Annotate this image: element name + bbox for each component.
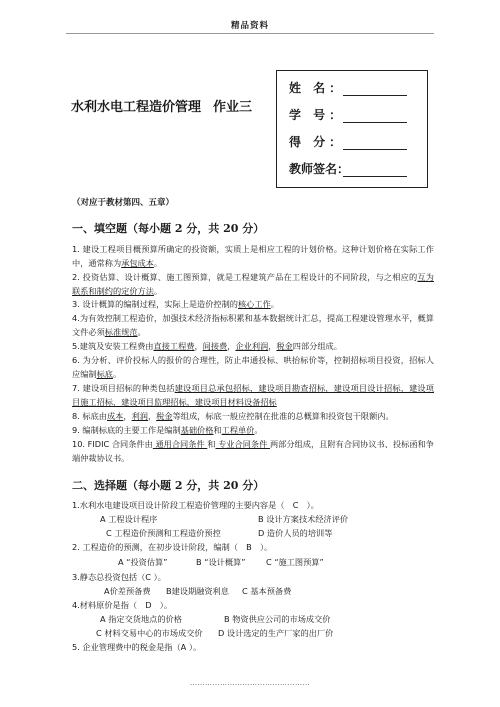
name-row <box>289 79 407 96</box>
choice-option: C “施工图预算” <box>266 557 324 567</box>
score-label: 得 分： <box>289 135 346 149</box>
fill-item-6 <box>72 354 434 382</box>
answer-text: 标准规范 <box>104 326 138 337</box>
answer-text: 间接费 <box>202 341 228 351</box>
item-text: 10. FIDIC 合同条件由 <box>72 439 153 449</box>
fill-item-9 <box>72 424 434 438</box>
choice-option: D 设计选定的生产厂家的出厂价 <box>218 628 334 638</box>
choice-question-5: 5. 企业管理费中的税金是指（A ）。 <box>72 642 202 652</box>
item-text: 1. 建设工程项目概预算所确定的投资额，实质上是相应工程的计划价格。这种计划价格在实际工作中，通常称为 <box>72 244 434 268</box>
page-header: 精品资料 <box>230 21 269 31</box>
choice-option: B建设期融资利息 <box>166 586 229 596</box>
item-text: 2. 投资估算、设计概算、施工图预算，就是工程建筑产品在工程设计的不同阶段，与之相应的 <box>72 272 418 282</box>
item-text: 。 <box>153 257 163 268</box>
student-info-box <box>276 70 428 188</box>
item-text: 四部分组成。 <box>292 341 342 351</box>
answer-text: 利润 <box>131 411 148 421</box>
teacher-signature-row <box>289 160 407 177</box>
fill-item-5 <box>72 340 434 354</box>
student-id-field[interactable] <box>343 110 407 123</box>
choice-question-2: 2. 工程造价的预测，在初步设计阶段，编制（ B ）。 <box>72 542 273 552</box>
student-id-label: 学 号： <box>289 108 346 122</box>
fill-item-10 <box>72 438 434 466</box>
item-text: 。 <box>137 326 146 337</box>
fill-item-3 <box>72 298 434 312</box>
choice-option: B 设计方案技术经济评价 <box>258 514 349 524</box>
item-text: ， <box>227 341 236 351</box>
answer-text: 专业合同条件 <box>215 439 270 449</box>
choice-option: C 基本预备费 <box>242 586 292 596</box>
choice-option: A 指定交货地点的价格 <box>100 614 182 624</box>
item-text: 。 <box>153 285 163 296</box>
answer-text: 成本 <box>106 411 124 421</box>
page-footer: ………………………………………… <box>190 679 310 687</box>
item-text: 8. 标底由 <box>72 411 107 421</box>
item-text: 。 <box>112 368 122 379</box>
student-id-row <box>289 106 407 123</box>
section-fill-blank-title: 一、填空题（每小题 2 分，共 20 分） <box>72 222 265 235</box>
choice-question-1: 1.水利水电建设项目设计阶段工程造价管理的主要内容是（ C ）。 <box>72 500 319 510</box>
choice-option: A 工程设计程序 <box>100 514 158 524</box>
answer-text: 承包成本 <box>121 257 154 268</box>
item-text: 两部分组成，且附有合同协议书、投标函和争端仲裁协议书。 <box>72 439 434 463</box>
choice-option: B “设计概算” <box>196 557 246 567</box>
choice-option: A “投资估算” <box>118 557 168 567</box>
item-text: ， <box>194 341 203 351</box>
answer-text: 工程单价 <box>221 425 255 435</box>
name-label: 姓 名： <box>289 81 346 95</box>
title-sub: 作业三 <box>213 100 253 115</box>
item-text: 和 <box>207 439 216 449</box>
document-title <box>71 96 252 115</box>
score-field[interactable] <box>343 137 407 150</box>
answer-text: 税金 <box>276 341 293 351</box>
choice-option: B 物资供应公司的市场成交价 <box>224 614 331 624</box>
item-text: 7. 建设项目招标的种类包括 <box>72 383 175 393</box>
answer-text: 建设项目总承包招标，建设项目勘查招标，建设项目设计招标，建设项目施工招标，建设项目监理招标，建设项目材料设备招标 <box>72 383 434 407</box>
answer-text: 企业利润 <box>235 341 269 351</box>
name-field[interactable] <box>343 83 407 96</box>
fill-item-4 <box>72 312 434 340</box>
teacher-signature-field[interactable] <box>343 164 407 177</box>
item-text: 5.建筑及安装工程费由 <box>72 341 154 351</box>
item-text: 等组成，标底一般应控制在批准的总概算和投资包干限额内。 <box>172 411 394 421</box>
answer-text: 基础价格 <box>180 425 214 435</box>
item-text: 6. 为分析、评价投标人的报价的合理性，防止串通投标、哄抬标价等，控制招标项目投资，招标人应编制 <box>72 355 434 379</box>
choice-question-3: 3.静态总投资包括（C ）。 <box>72 572 166 582</box>
title-main: 水利水电工程造价管理 <box>71 100 202 115</box>
item-text: ， <box>147 411 157 421</box>
choice-option: A价差预备费 <box>104 586 151 596</box>
fill-item-7 <box>72 382 434 410</box>
fill-item-2 <box>72 271 434 299</box>
answer-text: 互为联系和制约的定价方法 <box>72 272 434 296</box>
header-rule <box>66 33 434 34</box>
teacher-signature-label: 教师签名： <box>289 162 350 176</box>
choice-option: D 造价人员的培训等 <box>258 528 333 538</box>
score-row <box>289 133 407 150</box>
answer-text: 直接工程费 <box>153 341 195 351</box>
item-text: 。 <box>270 299 279 309</box>
answer-text: 核心工作 <box>237 299 271 309</box>
item-text: 和 <box>213 425 222 435</box>
fill-item-1 <box>72 243 434 271</box>
answer-text: 标底 <box>96 368 113 379</box>
answer-text: 通用合同条件 <box>152 439 208 449</box>
item-text: 4.为有效控制工程造价，加强技术经济指标积累和基本数据统计汇总，提高工程建设管理水平，概算文件必须 <box>72 313 434 337</box>
choice-question-4: 4.材料原价是指（ D ）。 <box>72 600 173 610</box>
fill-item-8 <box>72 410 434 424</box>
item-text: 9. 编制标底的主要工作是编制 <box>72 425 181 435</box>
choice-option: C 工程造价预测和工程造价预控 <box>106 528 221 538</box>
choice-option: C 材料交易中心的市场成交价 <box>96 628 203 638</box>
answer-text: 税金 <box>156 411 173 421</box>
section-choice-title: 二、选择题（每小题 2 分，共 20 分） <box>72 479 265 492</box>
item-text: ， <box>268 341 277 351</box>
item-text: 。 <box>254 425 263 435</box>
item-text: 3. 设计概算的编制过程，实际上是造价控制的 <box>72 299 238 309</box>
item-text: ， <box>123 411 132 421</box>
chapter-note: （对应于教材第四、五章） <box>72 198 175 208</box>
